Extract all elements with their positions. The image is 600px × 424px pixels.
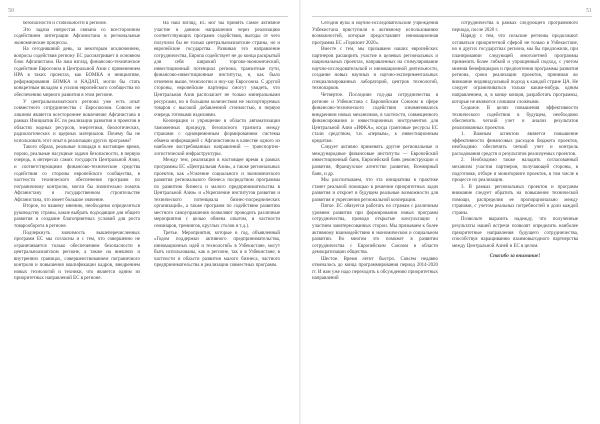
closing-remark: Спасибо за внимание! (489, 253, 541, 260)
paragraph: Шестое. Время летит быстро. Совсем недавно отмечалось до конца программирования период 2014-2020 гг. И нам уже надо переходить к обсуждению приоритетных направлений (312, 256, 438, 282)
paragraph: Между тем, реализация в настоящее время в рамках программы ЕС «Центральная Азия», а также региональных проектов, как «Усиление социального и экономического развития регионального бизнеса посредством программы по развитию бизнеса и малого предпринимательства в Центральной Азии» и «Укрепление институтов развития и технического потенциала бизнес-посреднических организаций», а также программ по содействию развитию местного самоуправления позволяют проводить различные мероприятия с целью обмена опытом, в частности семинаров, тренингов, круглых столов и т.д.). (154, 158, 280, 229)
header-rule-left (8, 16, 288, 17)
paragraph: Следует активно применять другие региональные и международные финансовые институты — Европейский инвестиционный банк, Европейский банк реконструкции и развития, Французское агентство развития, Всемирный банк, и др. (312, 145, 438, 177)
paragraph: Сегодня вузы и научно-исследовательские учреждения Узбекистана приступили к активному использованию возможностей, которые предоставляет инновационная программа ЕС «Горизонт 2020». (312, 21, 438, 46)
paragraph: 2. Необходимо также наладить согласованный механизм участия партнеров, получающей стороны, в подготовке, отборе и мониторинге проектов, в том числе в процессе их реализации. (452, 158, 578, 184)
header-rule-right (312, 16, 592, 17)
paragraph: сотрудничества в рамках следующего программного периода, после 2020 г. (452, 21, 578, 33)
paragraph: 3. В рамках региональных проектов и программ внимание следует обратить на повышение технической помощи, распределив ее пропорционально между странами, с учетом реальных потребностей и доли каждой страны. (452, 184, 578, 216)
paragraph: Четвертое. Последние год-два сотрудничества в регионе и Узбекистана с Европейским Союзом в сфере финансово-технического содействия ознаменовалось внедрением новых механизмов, в частности, совмещенного финансирования и инвестиционных инструментов для Центральной Азии «ИФКА», когда грантовые ресурсы ЕС стали средством, т.н. «первым», к инвестиционным кредитам. (312, 93, 438, 144)
paragraph: Такого образа, реальные площади в настоящее время, порою, реальные насущные задачи безопасности, в первую очередь, в интересах самих государств Центральной Азии, и соответствующими финансово-технические средства содействия со стороны европейского сообщества, в частности технического обеспечения программ по пограничному контролю, могли бы значительно помочь Афганистану в государственном строительстве Афганистана, что имеет большое значение. (14, 145, 140, 203)
paragraph: Это задача непростая связана со всесторонним содействием интеграции Афганистана в региональные экономические процессы. (14, 27, 140, 46)
paragraph: Позвольте выразить надежду, что полученные результаты нашей встречи позволят определить наиболее приоритетные направления будущего сотрудничества, способствуя наращиванию взаимовыгодного партнерства между Центральной Азией и ЕС в целом. (452, 217, 578, 249)
paragraph: Пятое. ЕС обязуется работать по странам с различным уровнем развития при формировании новых программ сотрудничества, проводя открытые консультации с участием заинтересованных сторон. Мы призываем к более активному взаимодействию в экономическом и социальном развитии. Во многом это поможет в развитии сотрудничества с Европейским Союзом в области демократизации общества. (312, 204, 438, 256)
page-number-right: 51 (586, 8, 592, 14)
text-column-1 (14, 21, 140, 413)
text-column-4 (452, 21, 578, 413)
paragraph: Третье. Мероприятия, которые в год, объявленный «Годом поддержки активного предпринимательства, инновационных идей и технологий» в Узбекистане, могут быть использованы, как в регионе, так и в Узбекистане, в частности в области развития малого бизнеса, частного предпринимательства и реализации совместных программ. (154, 230, 280, 269)
paragraph: У центральноазиатского региона уже есть опыт совместного сотрудничества с Евросоюзом. Совсем не лишним является всестороннее вовлечение Афганистана в рамках Инициатив ЕС по реализации развития и проектов в областях водных ресурсов, энергетики, биологических, радиологических и ядерных материалов. Почему бы не использовать этот опыт в реализации других программ? (14, 99, 140, 144)
paragraph: На сегодняшний день, за некоторым исключением, вопросы содействия региону ЕС рассматривает в основном блок Афганистана. На наш взгляд, финансово-техническое содействие Евросоюза в Центральной Азии с применением НРА в таких проектах, как БОМКА и инициативе, реформирования БОМКА и КАДАП, могли бы стать конкретным вкладом в усилия европейского сообщества по обеспечению мирного развития в этом регионе. (14, 47, 140, 99)
paragraph: На наш взгляд, ЕС мог бы принять самое активное участие в данном направлении через реализацию соответствующих программ содействия, выгоды от чего получили бы не только центральноазиатские страны, но и европейские государства. Развивая это направление сотрудничества, Европа содействует не до конца раскрытый для себя широкий торгово-экономический, инвестиционный потенциал региона, транзитные пути, финансово-инвестиционные институты, и, как было отмечено выше, технологии и ноу-хау Евросоюза. С другой стороны, европейские партнеры смогут увидеть, что Центральная Азия располагает не только минеральными ресурсами, но и большим количеством не экспортируемых товаров с высокой добавленной стоимостью, в первую очередь готовыми изделиями. (154, 21, 280, 118)
right-page (300, 0, 600, 424)
paragraph: Вместе с тем, мы призываем наших европейских партнеров расширить участие в целевых региональных и национальных проектах, направленных на стимулирование научно-исследовательской и инновационной деятельности, создание новых научных и научно-экспериментальных специализированных лабораторий, центров технологий, технопарков. (312, 47, 438, 92)
paragraph: Наряду с тем, что сельские регионы продолжают оставаться приоритетной сферой не только в Узбекистане, но и других государствах региона, мы бы предложили, при планировании следующей многолетней программы применить более гибкий и упрощенный подход, с учетом мнения бенефициаров и предпочтения программы развития региона, сроки реализации проектов, принимая во внимание индивидуальный подход к каждой стране ЦА. Не следует ограничиваться только каким-нибудь одним направлением, и, в конце концов, разработать программы, которые не являются слишком сложными. (452, 34, 578, 105)
paragraph: безопасности и стабильности в регионе. (23, 21, 108, 26)
text-column-3 (312, 21, 438, 413)
paragraph: Седьмое. В целях повышения эффективности технического содействия в будущем, необходимо обеспечить четкий учет и анализ результатов реализованных проектов. (452, 106, 578, 131)
paragraph: Второе, по нашему мнению, необходимо определиться руководству страны, какие выбрать подходящие для общего развития и создание благоприятных условий для роста товарооборота в регионе. (14, 204, 140, 229)
paragraph: Подчеркнуть значимость вышеперечисленных программ ЕС мы согласны и с тем, что совершенно не ограничивается только обеспечением безопасности в центральноазиатском регионе, а также на внешних и внутренних границах, совершенствованием пограничного контроля и повышения квалификации кадров, внедрением новых технологий и техники, что является одним из приоритетных направлений ЕС в регионе. (14, 230, 140, 282)
paragraph: 1. Важным аспектом является повышение эффективности финансовых расходов бюджета проектов, необходимо обеспечить четкий учет и контроль расходования средств и результатов реализуемых проектов. (452, 132, 578, 157)
paragraph: Мы рассчитываем, что эта инициатива в практике станет реальной помощью в решении приоритетных задач развития и откроет в будущем реальные возможности для развития и укрепления региональной кооперации. (312, 178, 438, 203)
page-number-left: 50 (8, 8, 14, 14)
paragraph: Кооперация и упрощение в области автоматизации таможенных процедур, безопасного транзита между странами с одновременным формированием системы обмена информацией с Афганистаном в качестве одного из наиболее востребованных направлений — транспортно-логистической инфраструктуры. (154, 119, 280, 157)
text-column-2 (154, 21, 280, 413)
